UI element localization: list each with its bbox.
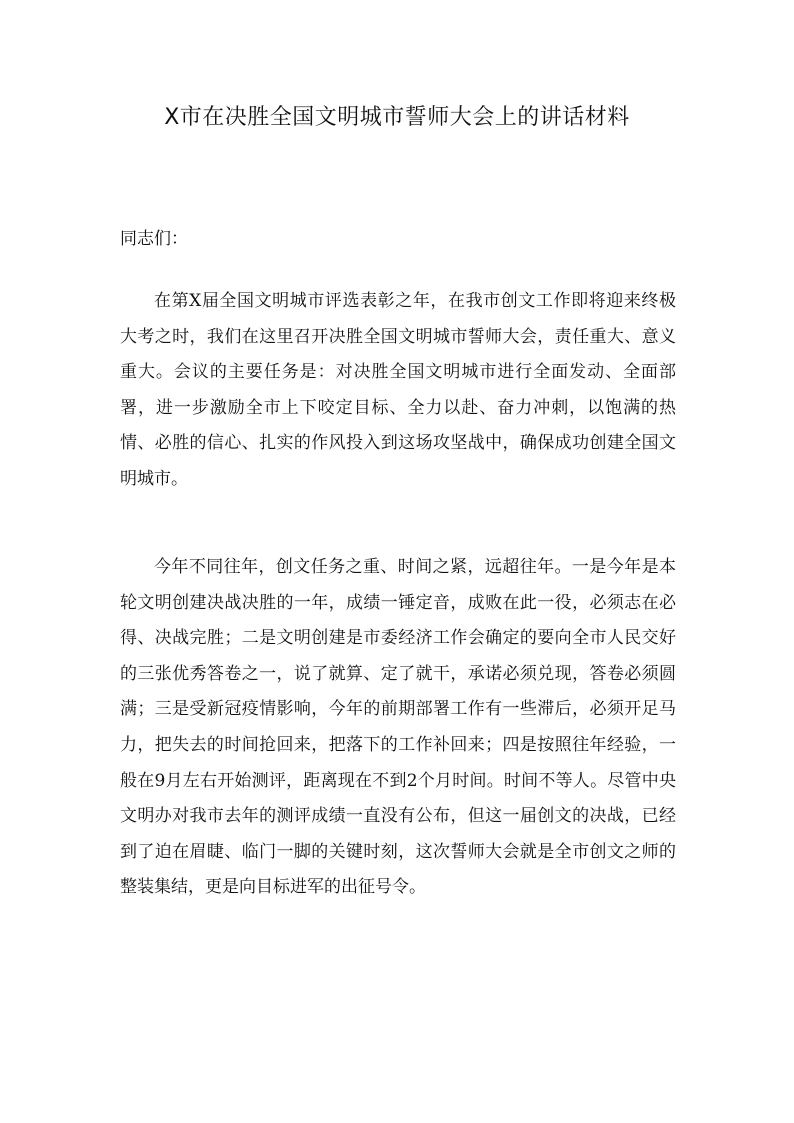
salutation: 同志们： [120,229,188,249]
document-title: X市在决胜全国文明城市誓师大会上的讲话材料 [164,105,630,130]
paragraph-2: 今年不同往年，创文任务之重、时间之紧，远超往年。一是今年是本轮文明创建决战决胜的一年，成绩一锤定音，成败在此一役，必须志在必得、决战完胜；二是文明创建是市委经济工作会确定的要向全市人民交好的三张优秀答卷之一，说了就算、定了就干，承诺必须兑现，答卷必须圆满；三是受新冠疫情影响，今年的前期部署工作有一些滞后，必须开足马力，把失去的时间抢回来，把落下的工作补回来；四是按照往年经验，一般在9月左右开始测评，距离现在不到2个月时间。时间不等人。尽管中央文明办对我市去年的测评成绩一直没有公布，但这一届创文的决战，已经到了迫在眉睫、临门一脚的关键时刻，这次誓师大会就是全市创文之师的整装集结，更是向目标进军的出征号令。 [120,557,676,898]
paragraph-1: 在第X届全国文明城市评选表彰之年，在我市创文工作即将迎来终极大考之时，我们在这里召开决胜全国文明城市誓师大会，责任重大、意义重大。会议的主要任务是：对决胜全国文明城市进行全面发动、全面部署，进一步激励全市上下咬定目标、全力以赴、奋力冲刺，以饱满的热情、必胜的信心、扎实的作风投入到这场攻坚战中，确保成功创建全国文明城市。 [120,291,676,489]
